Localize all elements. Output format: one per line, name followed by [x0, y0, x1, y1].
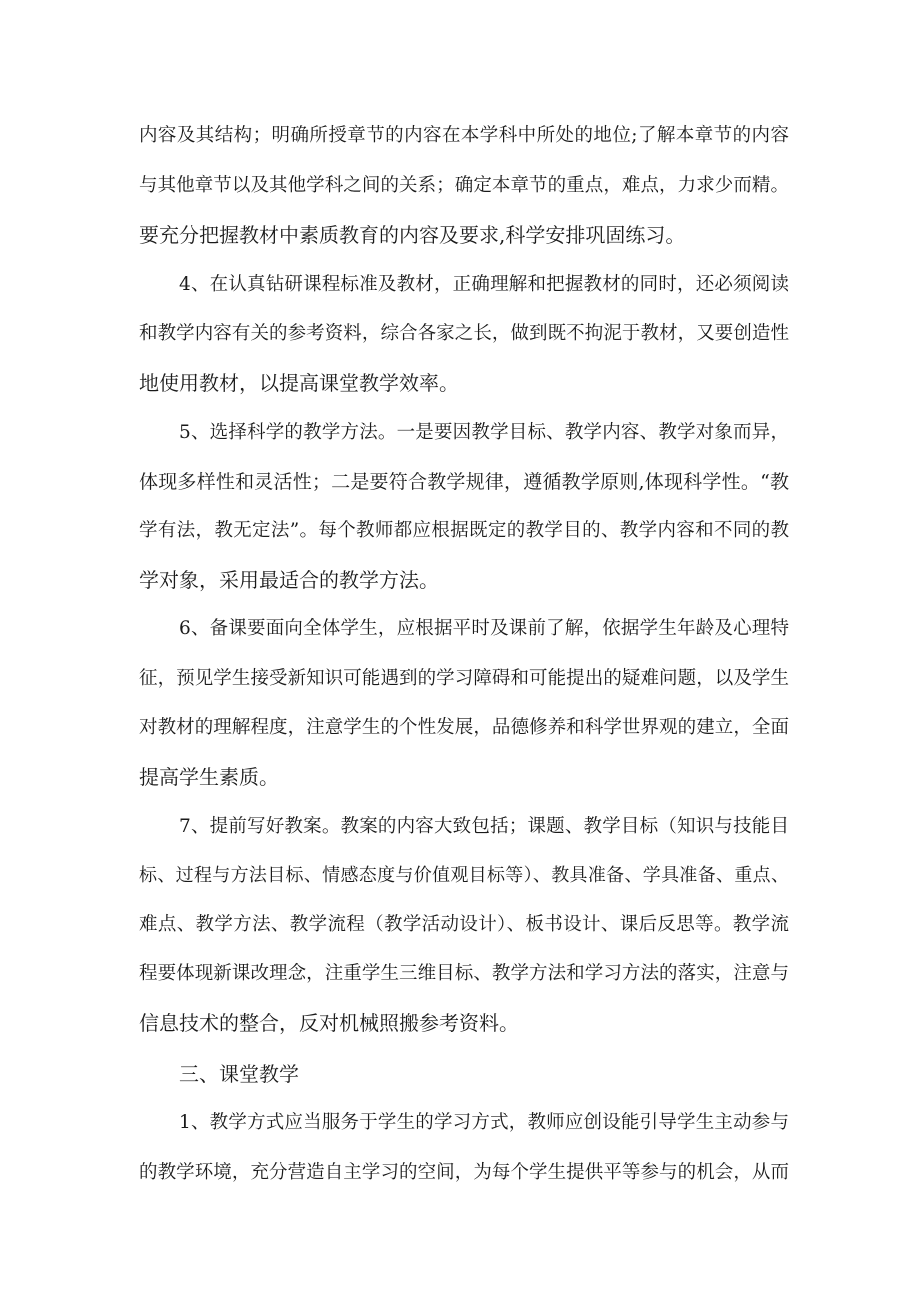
text-line: 信息技术的整合，反对机械照搬参考资料。 — [139, 1011, 519, 1035]
text-line: 征，预见学生接受新知识可能遇到的学习障碍和可能提出的疑难问题，以及学生 — [139, 668, 789, 689]
text-line: 体现多样性和灵活性；二是要符合教学规律，遵循教学原则,体现科学性。“教 — [139, 471, 789, 493]
text-line: 与其他章节以及其他学科之间的关系；确定本章节的重点，难点，力求少而精。 — [139, 175, 789, 196]
paragraph-1-first-line: 1、教学方式应当服务于学生的学习方式，教师应创设能引导学生主动参与 — [179, 1112, 789, 1133]
text-line: 和教学内容有关的参考资料，综合各家之长，做到既不拘泥于教材，又要创造性 — [139, 323, 789, 344]
text-line: 地使用教材，以提高课堂教学效率。 — [139, 371, 459, 395]
paragraph-5-first-line: 5、选择科学的教学方法。一是要因教学目标、教学内容、教学对象而异， — [179, 422, 789, 443]
text-line: 学对象，采用最适合的教学方法。 — [139, 568, 439, 592]
text-line: 标、过程与方法目标、情感态度与价值观目标等）、教具准备、学具准备、重点、 — [139, 865, 789, 886]
paragraph-6-first-line: 6、备课要面向全体学生，应根据平时及课前了解，依据学生年龄及心理特 — [179, 618, 789, 639]
text-line: 要充分把握教材中素质教育的内容及要求,科学安排巩固练习。 — [139, 223, 686, 247]
paragraph-7-first-line: 7、提前写好教案。教案的内容大致包括；课题、教学目标（知识与技能目 — [179, 816, 789, 837]
text-line: 难点、教学方法、教学流程（教学活动设计）、板书设计、课后反思等。教学流 — [139, 914, 789, 935]
text-line: 提高学生素质。 — [139, 765, 279, 789]
section-heading: 三、课堂教学 — [179, 1062, 299, 1086]
text-line: 程要体现新课改理念，注重学生三维目标、教学方法和学习方法的落实，注意与 — [139, 963, 789, 984]
text-line: 学有法，教无定法”。每个教师都应根据既定的教学目的、教学内容和不同的教 — [139, 520, 789, 541]
text-line: 内容及其结构；明确所授章节的内容在本学科中所处的地位;了解本章节的内容 — [139, 125, 789, 146]
paragraph-4-first-line: 4、在认真钻研课程标准及教材，正确理解和把握教材的同时，还必须阅读 — [179, 274, 789, 295]
text-line: 的教学环境，充分营造自主学习的空间，为每个学生提供平等参与的机会，从而 — [139, 1162, 789, 1183]
text-line: 对教材的理解程度，注意学生的个性发展，品德修养和科学世界观的建立，全面 — [139, 717, 789, 738]
